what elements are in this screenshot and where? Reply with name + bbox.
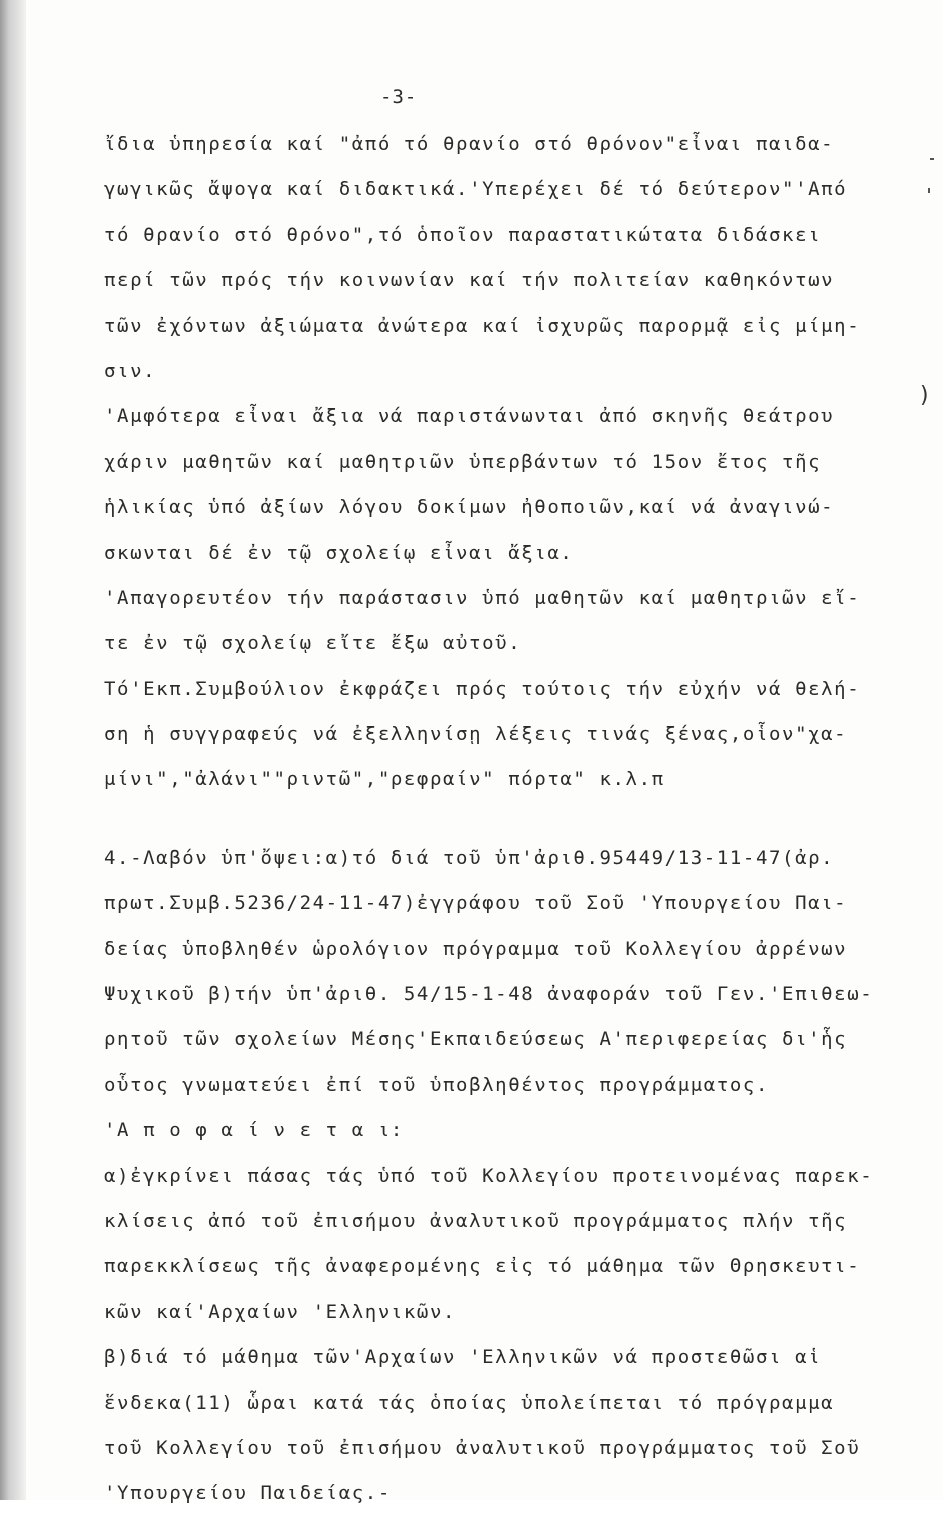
text-line: μίνι","ἀλάνι""ριντῶ","ρεφραίν" πόρτα" κ.λ.π [104,768,665,791]
text-line: 'Απαγορευτέον τήν παράστασιν ὑπό μαθητῶν καί μαθητριῶν εἴ- [104,586,861,609]
page-number: -3- [380,86,418,108]
margin-bracket: ) [918,383,932,408]
text-line: παρεκκλίσεως τῆς ἀναφερομένης εἰς τό μάθημα τῶν Θρησκευτι- [104,1255,861,1278]
text-line: 4.-Λαβόν ὑπ'ὄψει:α)τό διά τοῦ ὑπ'ἀριθ.95449/13-11-47(ἀρ. [104,846,835,869]
text-line: Τό'Εκπ.Συμβούλιον ἐκφράζει πρός τούτοις τήν εὐχήν νά θελή- [104,677,861,700]
edge-mark [930,158,934,160]
text-line: ἡλικίας ὑπό ἀξίων λόγου δοκίμων ἠθοποιῶν,καί νά ἀναγινώ- [104,496,835,519]
text-line: 'Α π ο φ α ί ν ε τ α ι: [104,1119,404,1142]
text-line: σιν. [104,359,157,382]
typed-body [104,122,904,1517]
text-line: πρωτ.Συμβ.5236/24-11-47)ἐγγράφου τοῦ Σοῦ 'Υπουργείου Παι- [104,892,848,915]
text-line: τε ἐν τῷ σχολείῳ εἴτε ἔξω αὐτοῦ. [104,632,522,655]
text-line: τῶν ἐχόντων ἀξιώματα ἀνώτερα καί ἰσχυρῶς παρορμᾷ εἰς μίμη- [104,314,861,337]
text-line: 'Αμφότερα εἶναι ἄξια νά παριστάνωνται ἀπό σκηνῆς θεάτρου [104,405,835,428]
text-line: β)διά τό μάθημα τῶν'Αρχαίων 'Ελληνικῶν νά προστεθῶσι αἱ [104,1346,822,1369]
text-line: περί τῶν πρός τήν κοινωνίαν καί τήν πολιτείαν καθηκόντων [104,269,835,292]
text-line: α)ἐγκρίνει πάσας τάς ὑπό τοῦ Κολλεγίου προτεινομένας παρεκ- [104,1164,874,1187]
text-line: οὗτος γνωματεύει ἐπί τοῦ ὑποβληθέντος προγράμματος. [104,1073,769,1096]
text-line: κλίσεις ἀπό τοῦ ἐπισήμου ἀναλυτικοῦ προγράμματος πλήν τῆς [104,1209,848,1232]
text-line: τό θρανίο στό θρόνο",τό ὁποῖον παραστατικώτατα διδάσκει [104,223,822,246]
text-line: δείας ὑποβληθέν ὡρολόγιον πρόγραμμα τοῦ Κολλεγίου ἀρρένων [104,937,848,960]
text-line: Ψυχικοῦ β)τήν ὑπ'ἀριθ. 54/15-1-48 ἀναφοράν τοῦ Γεν.'Επιθεω- [104,983,874,1006]
edge-mark [928,188,930,193]
text-line: ἕνδεκα(11) ὧραι κατά τάς ὁποίας ὑπολείπεται τό πρόγραμμα [104,1391,835,1414]
text-line: 'Υπουργείου Παιδείας.- [104,1482,391,1505]
text-line: ση ἡ συγγραφεύς νά ἐξελληνίσῃ λέξεις τινάς ξένας,οἷον"χα- [104,723,848,746]
text-line: χάριν μαθητῶν καί μαθητριῶν ὑπερβάντων τό 15ον ἔτος τῆς [104,450,822,473]
text-line: σκωνται δέ ἐν τῷ σχολείῳ εἶναι ἄξια. [104,541,574,564]
text-line: ἴδια ὑπηρεσία καί "ἀπό τό θρανίο στό θρόνον"εἶναι παιδα- [104,133,835,155]
binding-shadow [0,0,26,1500]
paragraph-gap [104,803,904,836]
text-line: γωγικῶς ἄψογα καί διδακτικά.'Υπερέχει δέ τό δεύτερον"'Από [104,178,848,201]
text-line: ρητοῦ τῶν σχολείων Μέσης'Εκπαιδεύσεως Α'περιφερείας δι'ἧς [104,1028,848,1051]
text-line: κῶν καί'Αρχαίων 'Ελληνικῶν. [104,1300,457,1323]
text-line: τοῦ Κολλεγίου τοῦ ἐπισήμου ἀναλυτικοῦ προγράμματος τοῦ Σοῦ [104,1436,861,1459]
